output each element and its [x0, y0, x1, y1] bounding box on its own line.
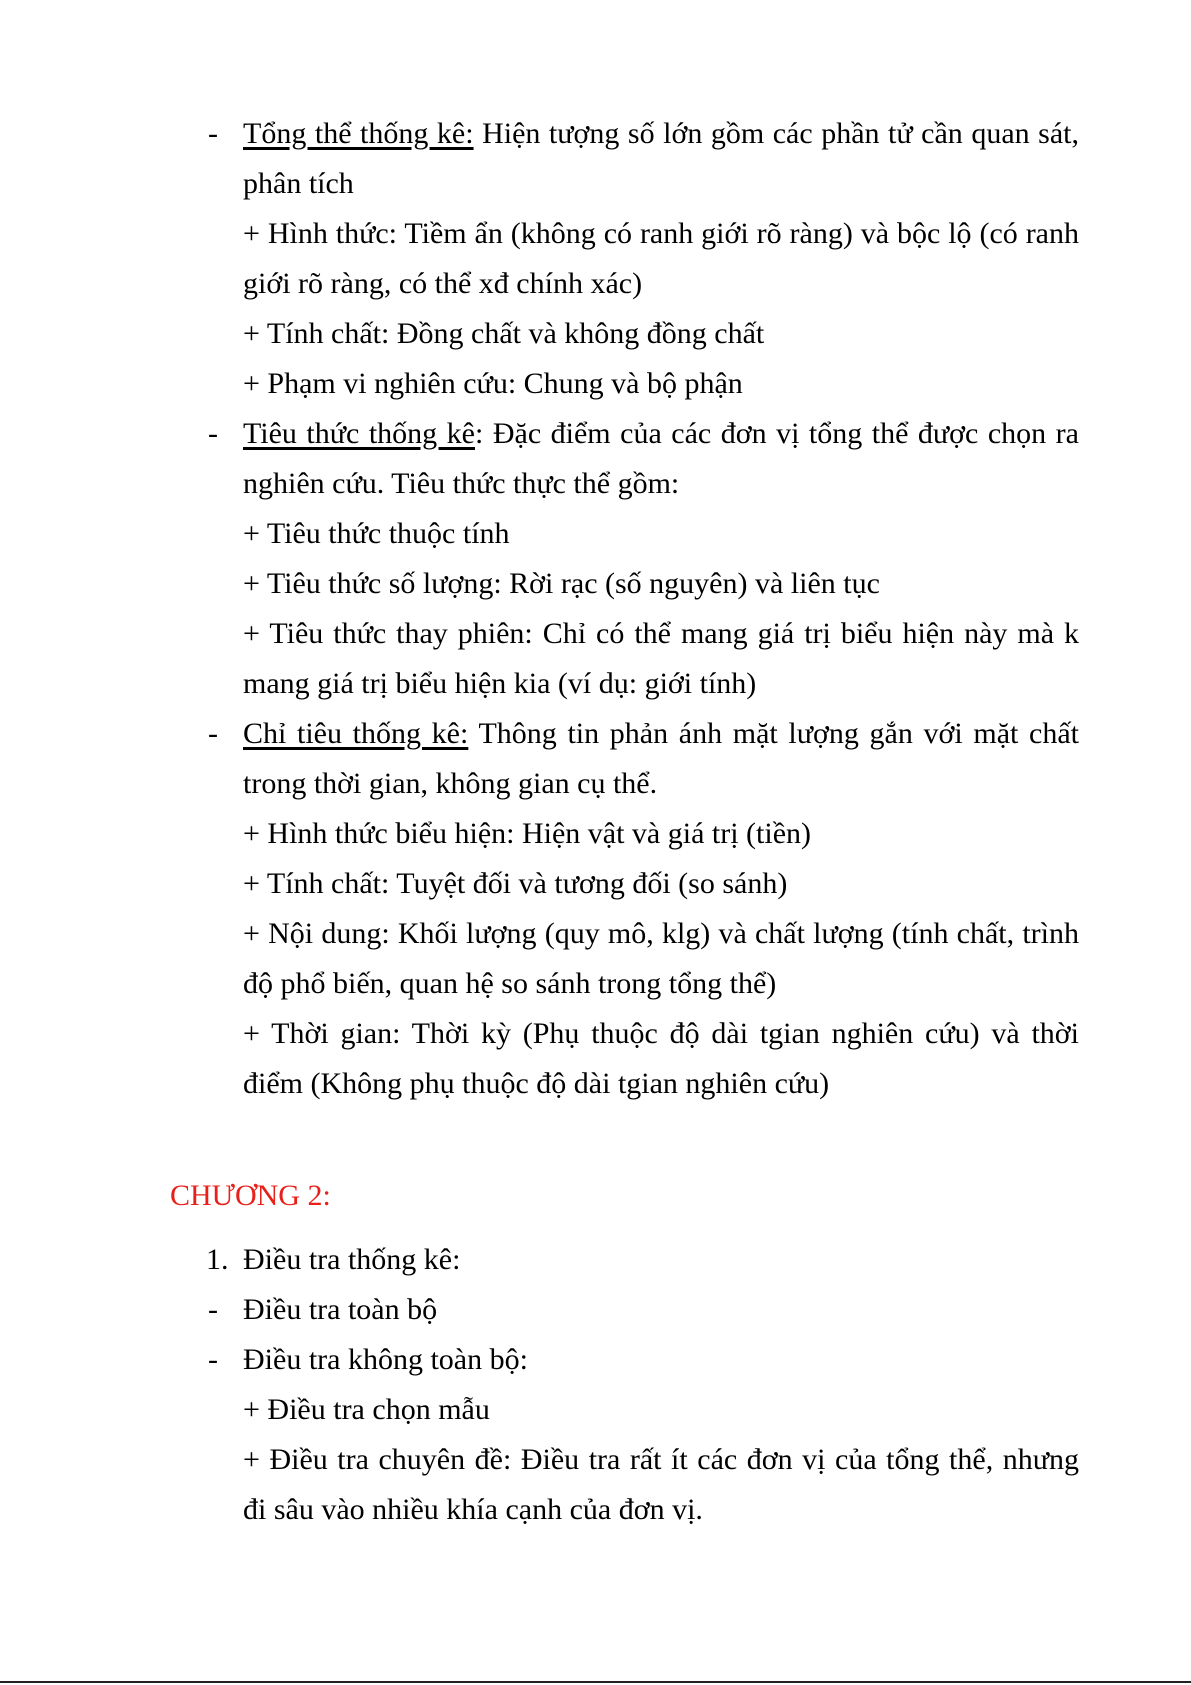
bullet-marker: -	[208, 1343, 218, 1376]
term-chi-tieu: Chỉ tiêu thống kê:	[243, 717, 469, 750]
bullet-text: Điều tra toàn bộ	[243, 1293, 438, 1326]
bullet-marker: -	[208, 717, 218, 750]
chapter-heading: CHƯƠNG 2:	[170, 1179, 331, 1212]
number-marker: 1.	[206, 1243, 229, 1276]
sub-item: + Thời gian: Thời kỳ (Phụ thuộc độ dài tgian nghiên cứu) và thời điểm (Không phụ thuộc độ dài tgian nghiên cứu)	[243, 1017, 1079, 1100]
term-tong-the: Tổng thể thống kê:	[243, 117, 474, 150]
section-definitions	[0, 109, 1191, 1109]
bullet-marker: -	[208, 417, 218, 450]
bullet-item	[0, 1335, 1191, 1385]
sub-item: + Tiêu thức thay phiên: Chỉ có thể mang giá trị biểu hiện này mà k mang giá trị biểu hiện kia (ví dụ: giới tính)	[243, 617, 1079, 700]
sub-item: + Tiêu thức số lượng: Rời rạc (số nguyên) và liên tục	[243, 567, 880, 600]
sub-item: + Phạm vi nghiên cứu: Chung và bộ phận	[243, 367, 743, 400]
sub-item: + Hình thức biểu hiện: Hiện vật và giá trị (tiền)	[243, 817, 812, 850]
sub-item: + Điều tra chọn mẫu	[243, 1393, 490, 1426]
bullet-text	[243, 109, 1079, 209]
bullet-item	[0, 1285, 1191, 1335]
sub-item: + Hình thức: Tiềm ẩn (không có ranh giới rõ ràng) và bộc lộ (có ranh giới rõ ràng, có thể xđ chính xác)	[243, 217, 1079, 300]
bullet-item-chi-tieu	[0, 709, 1191, 809]
bullet-item-tieu-thuc	[0, 409, 1191, 509]
definition-tieu-thuc: : Đặc điểm của các đơn vị tổng thể được chọn ra nghiên cứu. Tiêu thức thực thể gồm:	[243, 417, 1079, 500]
sub-item: + Điều tra chuyên đề: Điều tra rất ít các đơn vị của tổng thể, nhưng đi sâu vào nhiều khía cạnh của đơn vị.	[243, 1443, 1079, 1526]
bullet-text	[243, 409, 1079, 509]
sub-item: + Tính chất: Đồng chất và không đồng chất	[243, 317, 765, 350]
numbered-item	[0, 1235, 1191, 1285]
definition-chi-tieu: Thông tin phản ánh mặt lượng gắn với mặt chất trong thời gian, không gian cụ thể.	[243, 717, 1079, 800]
page-bottom-rule	[0, 1681, 1191, 1683]
bullet-text: Điều tra không toàn bộ:	[243, 1343, 528, 1376]
bullet-marker: -	[208, 1293, 218, 1326]
sub-item: + Tiêu thức thuộc tính	[243, 517, 510, 550]
bullet-text	[243, 709, 1079, 809]
sub-item: + Nội dung: Khối lượng (quy mô, klg) và chất lượng (tính chất, trình độ phổ biến, quan hệ so sánh trong tổng thể)	[243, 917, 1079, 1000]
definition-tong-the: Hiện tượng số lớn gồm các phần tử cần quan sát, phân tích	[243, 117, 1079, 200]
sub-item: + Tính chất: Tuyệt đối và tương đối (so sánh)	[243, 867, 788, 900]
bullet-item-tong-the	[0, 109, 1191, 209]
bullet-marker: -	[208, 117, 218, 150]
term-tieu-thuc: Tiêu thức thống kê	[243, 417, 475, 450]
section-chapter-2	[0, 1235, 1191, 1535]
numbered-text: Điều tra thống kê:	[243, 1243, 461, 1276]
